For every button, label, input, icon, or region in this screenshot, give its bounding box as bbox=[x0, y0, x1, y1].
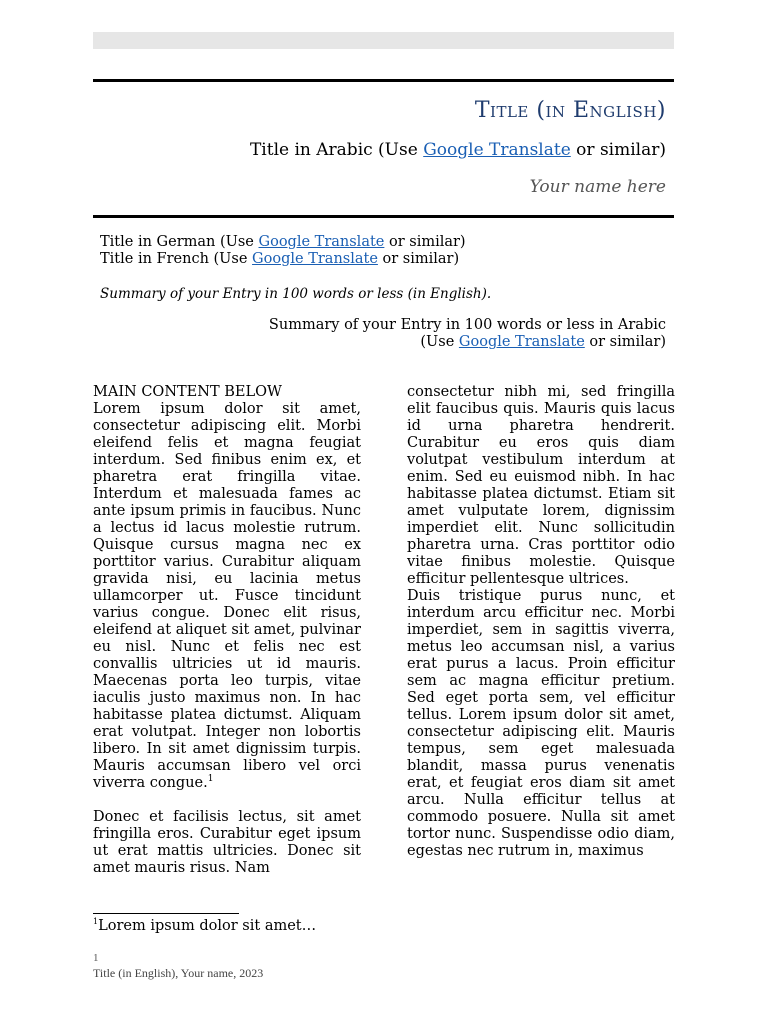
left-paragraph-1-text: Lorem ipsum dolor sit amet, consectetur adipiscing elit. Morbi eleifend felis et magna feugiat interdum. Sed finibus enim ex, et pharetra erat fringilla vitae. Interdum et malesuada fames ac ante ipsum primis in faucibus. Nunc a lectus id lacus molestie rutrum. Quisque cursus magna nec ex porttitor varius. Curabitur aliquam gravida nisi, eu lacinia metus ullamcorper ut. Fusce tincidunt varius congue. Donec elit risus, eleifend at aliquet sit amet, pulvinar eu nisl. Nunc et felis nec est convallis ultricies ut id mauris. Maecenas porta leo turpis, vitae iaculis justo maximus non. In hac habitasse platea dictumst. Aliquam erat volutpat. Integer non lobortis libero. In sit amet dignissim turpis. Mauris accumsan libero vel orci viverra congue. bbox=[93, 401, 361, 791]
page-number: 1 bbox=[93, 952, 99, 964]
title-french-prefix: Title in French (Use bbox=[100, 251, 253, 267]
document-page bbox=[93, 0, 674, 1024]
title-arabic-prefix: Title in Arabic (Use bbox=[249, 140, 424, 160]
title-english: Title (in English) bbox=[474, 98, 666, 123]
footnote-reference[interactable]: 1 bbox=[207, 774, 214, 785]
title-german bbox=[100, 234, 466, 250]
right-column bbox=[407, 384, 675, 860]
summary-arabic-line2 bbox=[269, 334, 666, 351]
or-similar-text: or similar) bbox=[377, 251, 460, 267]
header-bar bbox=[93, 32, 674, 49]
main-heading: MAIN CONTENT BELOW bbox=[93, 384, 282, 400]
google-translate-link[interactable]: Google Translate bbox=[423, 140, 571, 160]
top-rule bbox=[93, 79, 674, 82]
footnote bbox=[93, 918, 316, 934]
google-translate-link[interactable]: Google Translate bbox=[252, 251, 378, 267]
google-translate-link[interactable]: Google Translate bbox=[258, 234, 385, 250]
footnote-separator bbox=[93, 913, 239, 914]
or-similar-text: or similar) bbox=[384, 234, 466, 250]
title-french bbox=[100, 251, 459, 267]
or-similar-text: or similar) bbox=[570, 140, 666, 160]
left-paragraph-2: Donec et facilisis lectus, sit amet fringilla eros. Curabitur eget ipsum ut erat mattis ultricies. Donec sit amet mauris risus. Nam bbox=[93, 809, 361, 876]
google-translate-link[interactable]: Google Translate bbox=[458, 334, 585, 350]
left-paragraph-1 bbox=[93, 401, 361, 792]
right-paragraph-1: consectetur nibh mi, sed fringilla elit faucibus quis. Mauris quis lacus id urna pharetra hendrerit. Curabitur eu eros quis diam volutpat vestibulum interdum at enim. Sed eu euismod nibh. In hac habitasse platea dictumst. Etiam sit amet vulputate lorem, dignissim imperdiet elit. Nunc sollicitudin pharetra urna. Cras porttitor odio vitae finibus molestie. Quisque efficitur pellentesque ultrices. bbox=[407, 384, 675, 587]
right-paragraph-2: Duis tristique purus nunc, et interdum arcu efficitur nec. Morbi imperdiet, sem in sagittis viverra, metus leo accumsan nisl, a varius erat purus a lacus. Proin efficitur sem ac magna efficitur pretium. Sed eget porta sem, vel efficitur tellus. Lorem ipsum dolor sit amet, consectetur adipiscing elit. Mauris tempus, sem eget malesuada blandit, massa purus venenatis erat, et feugiat eros diam sit amet arcu. Nulla efficitur tellus at commodo posuere. Nulla sit amet tortor nunc. Suspendisse odio diam, egestas nec rutrum in, maximus bbox=[407, 588, 675, 859]
summary-arabic bbox=[269, 317, 666, 351]
header-bottom-rule bbox=[93, 215, 674, 218]
summary-arabic-prefix: (Use bbox=[420, 334, 459, 350]
summary-english: Summary of your Entry in 100 words or less (in English). bbox=[100, 286, 492, 302]
title-german-prefix: Title in German (Use bbox=[100, 234, 259, 250]
summary-arabic-line1: Summary of your Entry in 100 words or less in Arabic bbox=[268, 317, 666, 333]
footnote-marker: 1 bbox=[93, 917, 99, 927]
footer-text: Title (in English), Your name, 2023 bbox=[93, 966, 264, 980]
title-arabic bbox=[250, 140, 666, 160]
left-column bbox=[93, 384, 361, 877]
or-similar-text: or similar) bbox=[584, 334, 666, 350]
author-name: Your name here bbox=[529, 177, 666, 197]
footnote-text: Lorem ipsum dolor sit amet… bbox=[98, 918, 317, 934]
